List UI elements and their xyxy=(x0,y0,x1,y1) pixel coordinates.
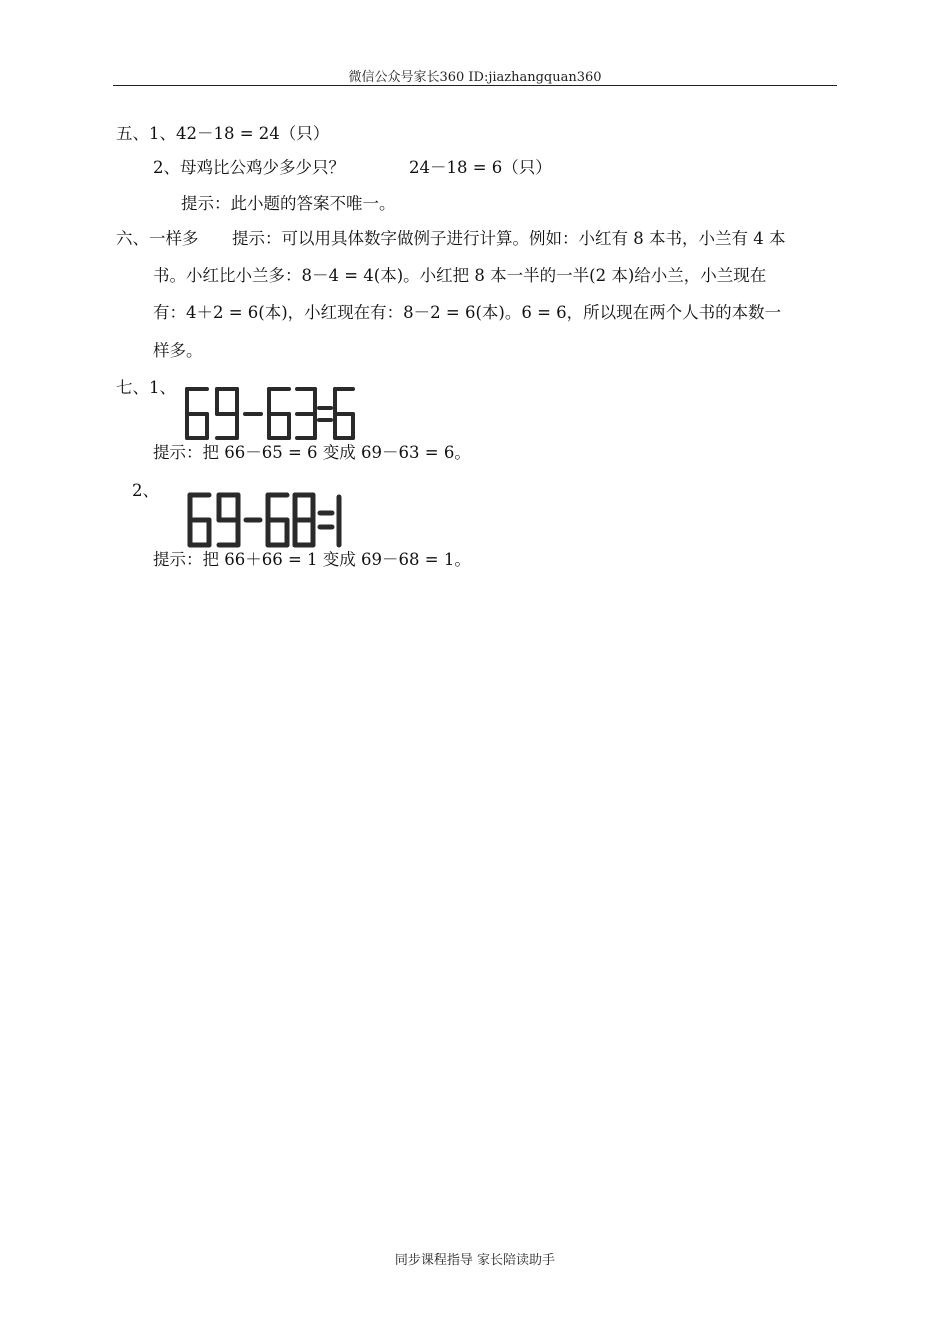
section5-hint: 提示：此小题的答案不唯一。 xyxy=(181,194,396,213)
section5-item2-question: 2、母鸡比公鸡少多少只？ xyxy=(153,158,345,177)
section7-item1-label: 七、1、 xyxy=(116,378,176,397)
matchstick-equation-1 xyxy=(183,386,355,442)
section6-hint-line1: 提示：可以用具体数字做例子进行计算。例如：小红有 8 本书，小兰有 4 本 xyxy=(232,229,786,248)
matchstick-equation-2 xyxy=(185,491,343,549)
section6-answer: 六、一样多 xyxy=(116,229,199,248)
section6-hint-line2: 书。小红比小兰多：8－4 = 4(本)。小红把 8 本一半的一半(2 本)给小兰，小兰现在 xyxy=(153,266,767,285)
section6-hint-line3: 有：4＋2 = 6(本)，小红现在有：8－2 = 6(本)。6 = 6，所以现在两个人书的本数一 xyxy=(153,303,782,322)
section5-item1: 五、1、42－18 = 24（只） xyxy=(116,124,330,143)
header-divider xyxy=(113,85,837,86)
section6-hint-line4: 样多。 xyxy=(153,341,203,360)
section7-item1-hint: 提示：把 66－65 = 6 变成 69－63 = 6。 xyxy=(153,443,471,462)
page-footer: 同步课程指导 家长陪读助手 xyxy=(394,1253,556,1268)
section5-item2-answer: 24－18 = 6（只） xyxy=(409,158,552,177)
section7-item2-hint: 提示：把 66＋66 = 1 变成 69－68 = 1。 xyxy=(153,550,471,569)
page-header: 微信公众号家长360 ID:jiazhangquan360 xyxy=(348,70,602,85)
section7-item2-label: 2、 xyxy=(132,481,159,500)
